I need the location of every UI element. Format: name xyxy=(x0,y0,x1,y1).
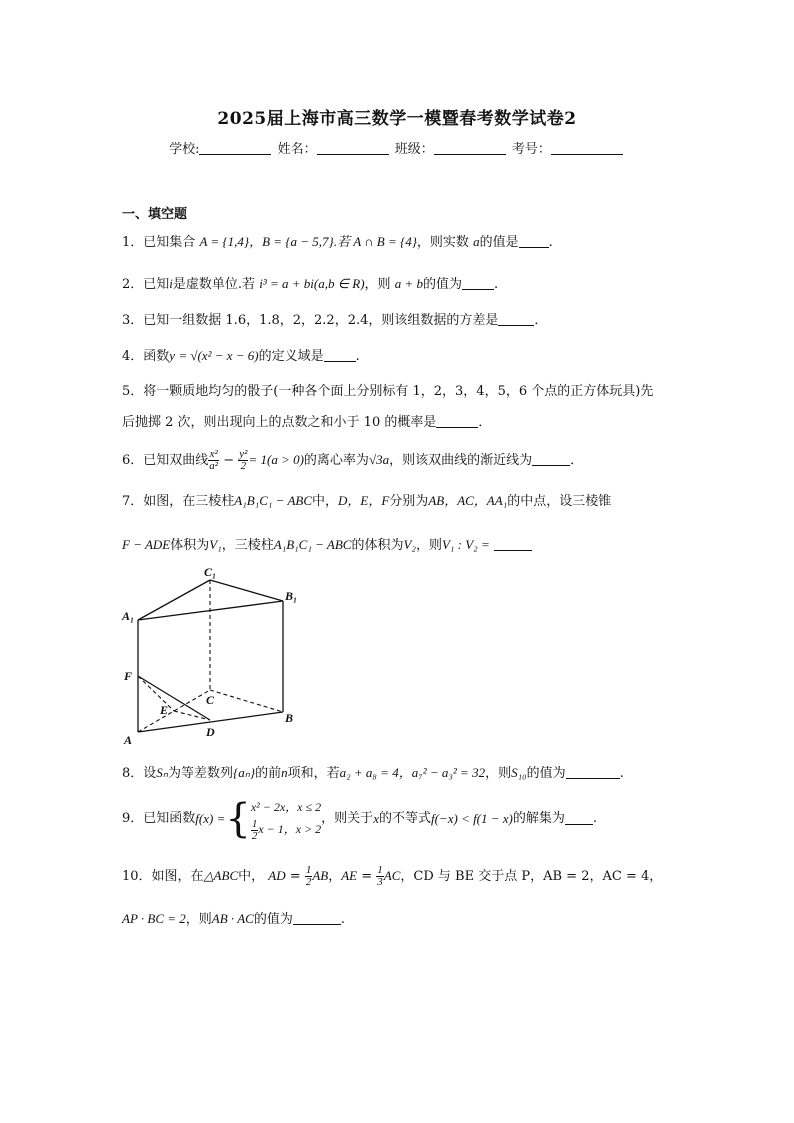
q7-text-1e: 分别为 xyxy=(389,494,429,509)
q2-answer-blank xyxy=(462,277,494,290)
name-blank xyxy=(317,142,389,155)
q7-answer-blank xyxy=(494,538,532,551)
q10-text-2b: ，则 xyxy=(185,912,212,927)
q7-text-2d: ，三棱柱 xyxy=(221,538,274,553)
edge-c-b xyxy=(210,690,283,712)
prism-figure xyxy=(118,562,308,752)
q6-math-eq: = 1(a > 0) xyxy=(248,452,304,467)
q7-text-2f: 的体积为 xyxy=(351,538,404,553)
q7-number: 7． xyxy=(122,494,144,509)
q9-piece-2-den: 2 xyxy=(251,829,258,842)
q1-answer-blank xyxy=(519,235,549,248)
q9-math-x: x xyxy=(373,810,379,826)
q4-answer-blank xyxy=(324,349,356,362)
q1-math-sets: A = {1,4}，B = {a − 5,7}.若 A ∩ B = {4} xyxy=(199,234,417,249)
q10-math-dot-1: AP · BC = 2 xyxy=(122,911,186,926)
q9-piece-1: x² − 2x，x ≤ 2 xyxy=(250,800,322,814)
q2-number: 2． xyxy=(122,277,144,292)
q2-text-a: 已知 xyxy=(143,277,170,292)
label-d: D xyxy=(206,725,215,739)
q7-math-prism: A₁B₁C₁ − ABC xyxy=(234,493,312,508)
q9-text-e: 的不等式 xyxy=(378,810,431,826)
q10-text-2d: 的值为 xyxy=(253,912,293,927)
q8-text-k: 的值为 xyxy=(526,766,566,781)
q6-answer-blank xyxy=(532,453,570,466)
q6-number: 6． xyxy=(122,453,144,468)
q10-text-f: ，CD 与 BE 交于点 P，AB = 2，AC = 4， xyxy=(400,869,663,884)
school-blank xyxy=(199,142,271,155)
q8-text-i: ，则 xyxy=(485,766,512,781)
q8-math-sn: Sₙ xyxy=(156,765,168,780)
class-blank xyxy=(434,142,506,155)
question-8: 8．设Sₙ为等差数列{aₙ}的前n项和，若a₂ + a₈ = 4，a₇² − a₃² = 32，则S₁₀的值为 . xyxy=(122,765,624,781)
q6-math-ecc: √3a xyxy=(368,452,390,467)
q7-math-v1: V₁ xyxy=(209,537,222,552)
label-b1: B₁ xyxy=(285,589,298,603)
q10-answer-blank xyxy=(293,912,341,925)
q3-text: 已知一组数据 1.6，1.8，2，2.2，2.4，则该组数据的方差是 xyxy=(143,313,499,328)
label-f: F xyxy=(124,669,133,683)
q6-frac-x-den: a² xyxy=(209,460,219,472)
id-label: 考号： xyxy=(511,142,551,157)
q5-answer-blank xyxy=(436,415,478,428)
question-1: 1．已知集合 A = {1,4}，B = {a − 5,7}.若 A ∩ B = {4}，则实数 a的值是 . xyxy=(122,234,553,250)
edge-f-d xyxy=(138,676,210,720)
q8-text-g: 项和，若 xyxy=(287,766,340,781)
q2-text-e: ，则 xyxy=(364,277,391,292)
q8-text-c: 为等差数列 xyxy=(167,766,233,781)
q9-piece-2-rest: x − 1，x > 2 xyxy=(258,822,322,836)
q7-math-ratio: V₁ : V₂ = xyxy=(441,537,490,552)
q10-text-a: 如图，在 xyxy=(151,869,204,884)
q7-math-v2: V₂ xyxy=(403,537,416,552)
q2-math-sum: a + b xyxy=(394,276,423,291)
label-b: B xyxy=(285,711,294,725)
q7-math-points: D，E，F xyxy=(338,493,390,508)
student-info-line xyxy=(0,138,794,157)
q10-math-dot-2: AB · AC xyxy=(211,911,254,926)
q6-text-e: ，则该双曲线的渐近线为 xyxy=(389,453,533,468)
label-c: C xyxy=(206,693,215,707)
q3-number: 3． xyxy=(122,313,144,328)
label-c1: C₁ xyxy=(204,565,217,579)
question-9: 9．已知函数f(x) ={ x² − 2x，x ≤ 2 $\frac{1}{2}$ x − 1，x > 2 ，则关于x的不等式f(−x) < f(1 − x)的解集为 . xyxy=(122,795,598,842)
q4-text-c: 的定义域是 xyxy=(258,349,324,364)
q6-frac-x-num: x² xyxy=(209,448,218,460)
q10-vec-ae: AE xyxy=(341,868,358,883)
q10-frac-2 xyxy=(376,865,384,888)
question-2: 2．已知i是虚数单位.若 i³ = a + bi(a,b ∈ R)，则 a + b的值为 . xyxy=(122,276,499,292)
question-7 xyxy=(122,492,682,511)
q9-text-a: 已知函数 xyxy=(143,810,196,826)
question-5 xyxy=(122,383,682,401)
question-5-cont: 后抛掷 2 次，则出现向上的点数之和小于 10 的概率是 ． xyxy=(122,415,492,430)
q2-math-eq: i³ = a + bi(a,b ∈ R) xyxy=(259,276,365,291)
q7-math-pyramid: F − ADE xyxy=(122,537,171,552)
q8-number: 8． xyxy=(122,766,144,781)
q9-math-f: f(x) = xyxy=(195,810,226,826)
q4-math-function: y = √(x² − x − 6) xyxy=(169,348,259,363)
q7-text-1c: 中， xyxy=(312,494,339,509)
label-a1: A₁ xyxy=(122,609,135,623)
q9-piece-2-num: 1 xyxy=(251,817,258,830)
question-3: 3．已知一组数据 1.6，1.8，2，2.2，2.4，则该组数据的方差是 ． xyxy=(122,313,548,328)
q3-answer-blank xyxy=(498,313,534,326)
question-7-cont xyxy=(122,536,682,555)
q9-math-ineq: f(−x) < f(1 − x) xyxy=(430,810,513,826)
q1-number: 1． xyxy=(122,235,144,250)
q2-text-g: 的值为 xyxy=(422,277,462,292)
q10-frac-2-den: 3 xyxy=(377,876,383,888)
q6-frac-x xyxy=(208,449,219,472)
q9-pieces xyxy=(251,796,321,842)
q10-vec-ab: AB xyxy=(312,868,329,883)
q7-math-prism-2: A₁B₁C₁ − ABC xyxy=(273,537,352,552)
name-label: 姓名： xyxy=(277,142,317,157)
q9-number: 9． xyxy=(122,810,144,826)
q8-text-e: 的前 xyxy=(255,766,282,781)
q8-math-s10: S₁₀ xyxy=(511,765,527,780)
q9-brace: { xyxy=(225,795,251,842)
q10-sep: ， xyxy=(328,869,342,884)
q10-eq-2: = xyxy=(361,869,373,884)
q8-math-n: n xyxy=(281,765,288,780)
q4-text-a: 函数 xyxy=(143,349,170,364)
question-10-cont: AP · BC = 2，则AB · AC的值为 . xyxy=(122,911,345,927)
q10-math-triangle: △ABC xyxy=(203,868,239,883)
q9-text-c: ，则关于 xyxy=(321,810,374,826)
q7-text-2h: ，则 xyxy=(415,538,442,553)
q10-vec-ad: AD xyxy=(268,868,286,883)
section-heading: 一、填空题 xyxy=(122,207,188,222)
q5-line-2: 后抛掷 2 次，则出现向上的点数之和小于 10 的概率是 xyxy=(122,415,437,430)
edge-f-e xyxy=(138,676,174,711)
q1-text-c: ，则实数 xyxy=(416,235,469,250)
edge-a1-c1 xyxy=(138,580,210,620)
school-label: 学校: xyxy=(169,142,200,157)
q6-text-a: 已知双曲线 xyxy=(143,453,209,468)
id-blank xyxy=(551,142,623,155)
q2-text-c: 是虚数单位.若 xyxy=(172,277,256,292)
q8-math-seq: {aₙ} xyxy=(233,765,256,780)
question-4: 4．函数y = √(x² − x − 6)的定义域是 . xyxy=(122,348,360,364)
page-title: 2025届上海市高三数学一模暨春考数学试卷2 xyxy=(217,109,577,129)
edge-c1-b1 xyxy=(210,580,283,601)
q10-frac-1-num: 1 xyxy=(305,864,312,876)
q8-answer-blank xyxy=(566,766,620,779)
q7-text-1g: 的中点，设三棱锥 xyxy=(507,494,612,509)
q6-text-c: 的离心率为 xyxy=(303,453,369,468)
q1-text-a: 已知集合 xyxy=(143,235,196,250)
q10-eq-1: = xyxy=(289,869,301,884)
q9-answer-blank xyxy=(565,812,593,825)
q2-math-i: i xyxy=(169,276,173,291)
q1-text-e: 的值是 xyxy=(479,235,519,250)
edge-e-d xyxy=(174,711,210,720)
q6-frac-y xyxy=(238,449,248,472)
q10-frac-2-num: 1 xyxy=(377,864,383,876)
q8-text-a: 设 xyxy=(143,766,157,781)
q6-frac-y-den: 2 xyxy=(240,460,247,472)
q5-number: 5． xyxy=(122,384,144,399)
q7-text-1a: 如图，在三棱柱 xyxy=(143,494,235,509)
question-10 xyxy=(122,862,682,891)
q10-frac-1-den: 2 xyxy=(305,876,312,888)
q9-piece-2 xyxy=(251,818,321,842)
q6-frac-y-num: y² xyxy=(239,448,248,460)
q5-line-1: 将一颗质地均匀的骰子(一种各个面上分别标有 1，2，3，4，5，6 个点的正方体玩具)先 xyxy=(143,384,654,399)
q10-vec-ac: AC xyxy=(383,868,401,883)
q7-math-segments: AB，AC，AA₁ xyxy=(428,493,508,508)
class-label: 班级： xyxy=(394,142,434,157)
question-6: 6．已知双曲线 $\frac{\text{x²}}{\text{a²}}$ − $\frac{\text{y²}}{2}$ = 1(a > 0)的离心率为√3a，则该双曲线的渐近线为 ． xyxy=(122,448,584,472)
q10-number: 10． xyxy=(122,869,152,884)
q8-math-conditions: a₂ + a₈ = 4，a₇² − a₃² = 32 xyxy=(339,765,486,780)
q1-math-a: a xyxy=(473,234,480,249)
q10-text-c: 中， xyxy=(238,869,265,884)
label-e: E xyxy=(160,703,169,717)
q4-number: 4． xyxy=(122,349,144,364)
q9-text-g: 的解集为 xyxy=(512,810,565,826)
label-a: A xyxy=(124,733,133,747)
q7-text-2b: 体积为 xyxy=(170,538,210,553)
